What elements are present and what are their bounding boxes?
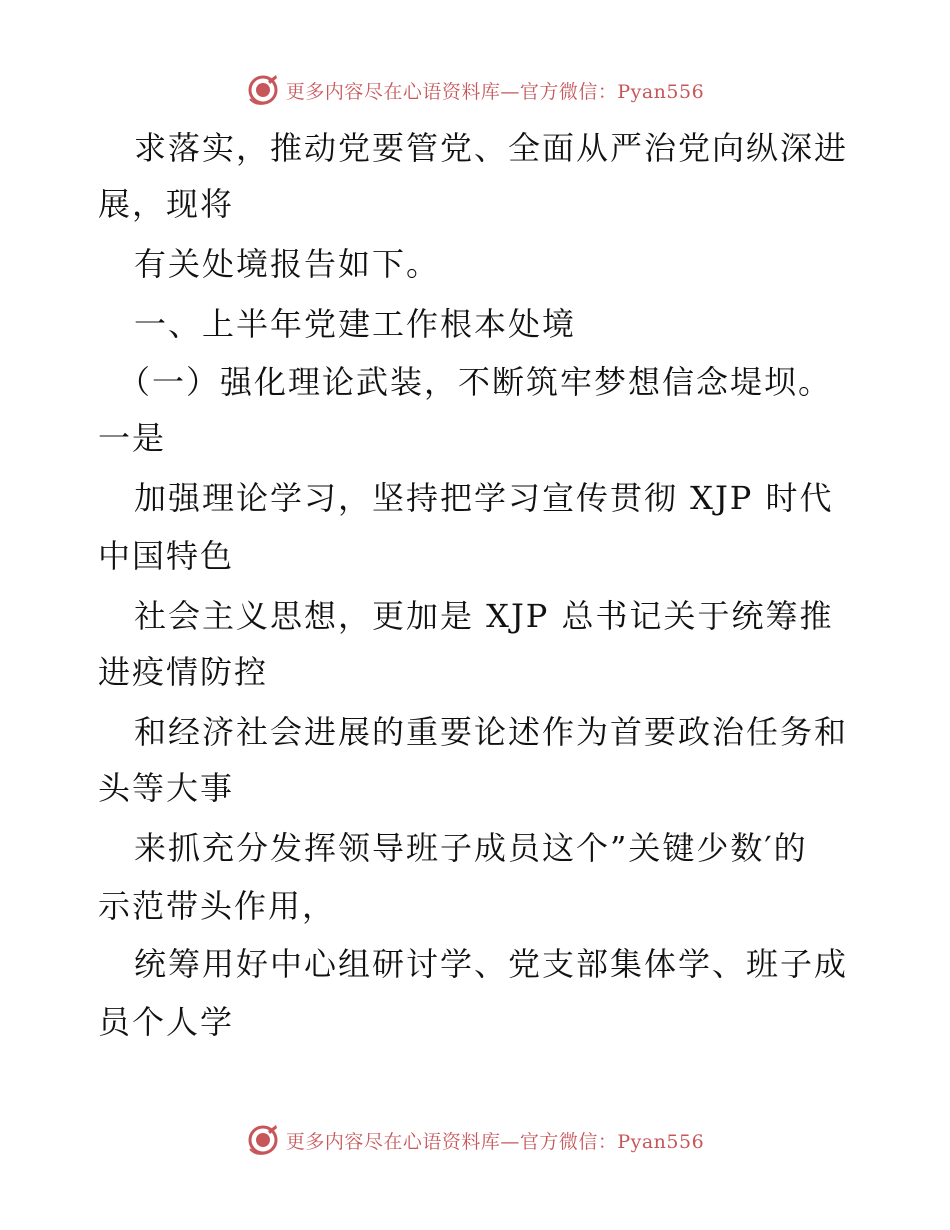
- paragraph-6-line-1: 社会主义思想，更加是 XJP 总书记关于统筹推: [134, 597, 834, 635]
- paragraph-9-line-1: 统筹用好中心组研讨学、党支部集体学、班子成: [134, 945, 849, 983]
- pen-circle-logo-icon: [246, 1123, 280, 1157]
- paragraph-9-line-2: 员个人学: [98, 1003, 235, 1041]
- watermark-text: 更多内容尽在心语资料库—官方微信：Pyan556: [285, 80, 705, 103]
- watermark-text: 更多内容尽在心语资料库—官方微信：Pyan556: [285, 1130, 705, 1153]
- paragraph-5-line-1: 加强理论学习，坚持把学习宣传贯彻 XJP 时代: [134, 479, 834, 517]
- subsection-heading: （一）强化理论武装，不断筑牢梦想信念堤坝。: [118, 363, 833, 401]
- header-watermark: [0, 70, 950, 110]
- paragraph-4-line-2: 一是: [98, 419, 167, 457]
- paragraph-1-line-1: 求落实，推动党要管党、全面从严治党向纵深进: [134, 129, 849, 167]
- paragraph-7-line-2: 头等大事: [98, 769, 235, 807]
- pen-circle-logo-icon: [246, 73, 280, 107]
- paragraph-7-line-1: 和经济社会进展的重要论述作为首要政治任务和: [134, 713, 849, 751]
- paragraph-8-line-2: 示范带头作用，: [98, 887, 337, 925]
- paragraph-5-line-2: 中国特色: [98, 537, 235, 575]
- paragraph-8-line-1: 来抓充分发挥领导班子成员这个”关键少数′的: [134, 829, 808, 867]
- section-heading: 一、上半年党建工作根本处境: [134, 305, 577, 343]
- paragraph-6-line-2: 进疫情防控: [98, 653, 269, 691]
- footer-watermark: [0, 1120, 950, 1160]
- paragraph-1-line-2: 展，现将: [98, 185, 235, 223]
- paragraph-2-line-1: 有关处境报告如下。: [134, 245, 441, 283]
